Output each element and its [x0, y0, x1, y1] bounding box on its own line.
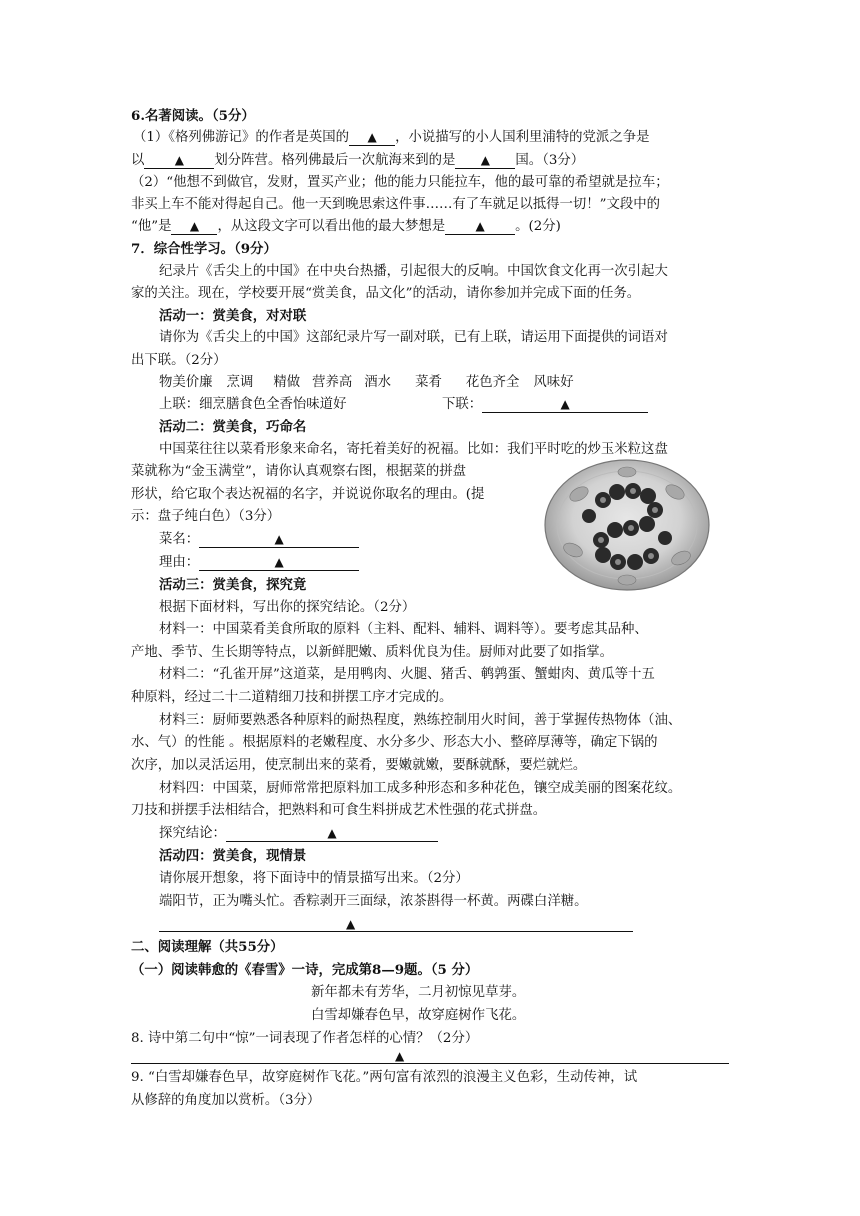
activity1-question-line2: 出下联。（2分） [131, 353, 227, 368]
q6-line5: “他”是 ▲ ，从这段文字可以看出他的最大梦想是 ▲ 。(2分) [131, 219, 561, 234]
word-item: 菜肴 [415, 375, 442, 390]
material4-line1: 材料四：中国菜，厨师常常把原料加工成多种形态和多种花色，镶空成美丽的图案花纹。 [159, 781, 682, 796]
word-item: 物美价廉 [159, 375, 213, 390]
answer-blank[interactable]: ▲ [144, 153, 214, 169]
answer-blank[interactable]: ▲ [349, 130, 395, 146]
activity2-title: 活动二：赏美食，巧命名 [159, 419, 307, 435]
word-list [159, 373, 574, 393]
q6-title: 6.名著阅读。（5分） [131, 108, 255, 124]
answer-line[interactable] [159, 931, 633, 932]
answer-line[interactable] [131, 1063, 729, 1064]
section2-title: 二、阅读理解（共55分） [131, 939, 284, 955]
material1-line2: 产地、季节、生长期等特点，以新鲜肥嫩、质料优良为佳。厨师对此要了如指掌。 [131, 645, 614, 660]
q6-line2: 以 ▲ 划分阵营。格列佛最后一次航海来到的是 ▲ 国。（3分） [131, 153, 585, 168]
dish-name-field: 菜名： ▲ [159, 530, 359, 550]
material2-line1: 材料二：“孔雀开屏”这道菜，是用鸭肉、火腿、猪舌、鹌鹑蛋、蟹蚶肉、黄瓜等十五 [159, 667, 655, 682]
answer-blank[interactable]: ▲ [171, 219, 217, 235]
q6-line4: 非买上车不能对得起自己。他一天到晚思索这件事……有了车就足以抵得一切！”文段中的 [131, 197, 661, 212]
material4-line2: 刀技和拼摆手法相结合，把熟料和可食生料拼成艺术性强的花式拼盘。 [131, 803, 547, 818]
q6-line1: （1）《格列佛游记》的作者是英国的 ▲ ，小说描写的小人国利里浦特的党派之争是 [133, 130, 650, 145]
question8: 8. 诗中第二句中“惊”一词表现了作者怎样的心情？（2分） [131, 1031, 479, 1046]
q7-title: 7．综合性学习。（9分） [131, 241, 277, 257]
activity4-title: 活动四：赏美食，现情景 [159, 848, 307, 864]
answer-blank[interactable]: ▲ [199, 555, 359, 571]
activity1-title: 活动一：赏美食，对对联 [159, 308, 307, 324]
word-item: 花色齐全 [465, 375, 520, 390]
activity4-poem: 端阳节，正为嘴头忙。香粽剥开三面绿，浓茶斟得一杯黄。两碟白洋糖。 [159, 894, 588, 909]
answer-blank[interactable]: ▲ [455, 153, 515, 169]
word-item: 酒水 [364, 375, 392, 390]
material3-line2: 水、气）的性能 。根据原料的老嫩程度、水分多少、形态大小、整碎厚薄等，确定下锅的 [131, 735, 658, 750]
answer-blank[interactable]: ▲ [445, 219, 515, 235]
material1-line1: 材料一：中国菜肴美食所取的原料（主料、配料、辅料、调料等）。要考虑其品种、 [159, 622, 648, 637]
answer-blank[interactable]: ▲ [199, 532, 359, 548]
answer-mark: ▲ [346, 917, 356, 931]
activity4-question: 请你展开想象，将下面诗中的情景描写出来。（2分） [159, 871, 469, 886]
answer-blank[interactable]: ▲ [226, 826, 438, 842]
poem-line1: 新年都未有芳华，二月初惊见草芽。 [311, 985, 526, 1000]
word-item: 营养高 [312, 375, 353, 390]
couplet-lower: 下联： ▲ [442, 395, 648, 415]
word-item: 精做 [273, 375, 301, 390]
q7-intro-line1: 纪录片《舌尖上的中国》在中央台热播，引起很大的反响。中国饮食文化再一次引起大 [159, 264, 668, 279]
activity2-line4: 示：盘子纯白色）（3分） [131, 509, 281, 524]
material2-line2: 种原料，经过二十二道精细刀技和拼摆工序才完成的。 [131, 690, 453, 705]
couplet-upper: 上联：细烹膳食色全香怡味道好 [159, 397, 347, 412]
answer-mark: ▲ [395, 1049, 405, 1063]
dish-plate-image [543, 458, 711, 592]
activity3-title: 活动三：赏美食，探究竟 [159, 577, 307, 593]
activity2-line1: 中国菜往往以菜肴形象来命名，寄托着美好的祝福。比如：我们平时吃的炒玉米粒这盘 [159, 442, 668, 457]
answer-blank[interactable]: ▲ [482, 397, 648, 413]
q6-line3: （2）“他想不到做官，发财，置买产业；他的能力只能拉车，他的最可靠的希望就是拉车； [131, 175, 669, 190]
activity3-question: 根据下面材料，写出你的探究结论。（2分） [159, 600, 416, 615]
material3-line1: 材料三：厨师要熟悉各种原料的耐热程度，熟练控制用火时间，善于掌握传热物体（油、 [159, 713, 682, 728]
conclusion-field: 探究结论： ▲ [159, 824, 438, 844]
question9-line2: 从修辞的角度加以赏析。（3分） [131, 1093, 321, 1108]
subsection1-title: （一）阅读韩愈的《春雪》一诗，完成第8—9题。（5 分） [131, 962, 479, 978]
word-item: 风味好 [533, 375, 574, 390]
activity2-line3: 形状，给它取个表达祝福的名字，并说说你取名的理由。(提 [131, 487, 485, 502]
material3-line3: 次序，加以灵活运用，使烹制出来的菜肴，要嫩就嫩，要酥就酥，要烂就烂。 [131, 758, 587, 773]
activity1-question-line1: 请你为《舌尖上的中国》这部纪录片写一副对联，已有上联，请运用下面提供的词语对 [159, 330, 668, 345]
poem-line2: 白雪却嫌春色早，故穿庭树作飞花。 [311, 1008, 526, 1023]
dish-reason-field: 理由： ▲ [159, 553, 359, 573]
q7-intro-line2: 家的关注。现在，学校要开展“赏美食，品文化”的活动，请你参加并完成下面的任务。 [131, 286, 641, 301]
word-item: 烹调 [226, 375, 254, 390]
question9-line1: 9. “白雪却嫌春色早，故穿庭树作飞花。”两句富有浓烈的浪漫主义色彩，生动传神，试 [131, 1070, 638, 1085]
activity2-line2: 菜就称为“金玉满堂”，请你认真观察右图，根据菜的拼盘 [131, 464, 467, 479]
